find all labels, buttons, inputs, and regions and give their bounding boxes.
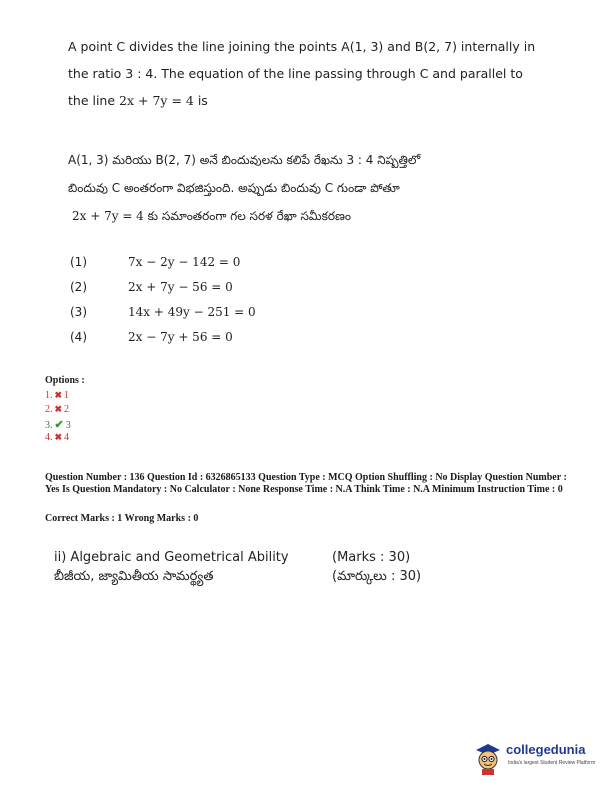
section-title-telugu: బీజీయ, జ్యామితీయ సామర్థ్యత [54,569,214,584]
option-value: 1 [64,390,70,401]
question-english-line-1: A point C divides the line joining the points A(1, 3) and B(2, 7) internally in [68,39,536,54]
choice-number: (2) [70,280,87,294]
question-telugu [68,146,568,230]
cross-icon: ✖ [54,390,63,400]
logo-tagline: India's largest Student Review Platform [508,760,596,766]
question-telugu-line-3-suffix: కు సమాంతరంగా గల సరళ రేఖా సమీకరణం [143,209,351,223]
option-label: 2. [45,404,53,415]
question-telugu-equation: 2x + 7y = 4 [72,209,144,223]
question-english-line-2: the ratio 3 : 4. The equation of the line passing through C and parallel to [68,66,523,81]
choice-equation: 7x − 2y − 142 = 0 [128,255,241,269]
choice-2 [70,280,233,294]
choice-number: (1) [70,255,87,269]
question-english-line-3-suffix: is [193,93,208,108]
choice-number: (4) [70,330,87,344]
choice-1 [70,255,240,269]
cross-icon: ✖ [54,404,63,414]
question-english-line-3-prefix: the line [68,93,120,108]
option-row-1 [45,390,69,401]
collegedunia-logo [472,738,602,780]
question-telugu-line-1: A(1, 3) మరియు B(2, 7) అనే బిందువులను కలిపే రేఖను 3 : 4 నిష్పత్తిలో [68,153,421,167]
option-row-4 [45,432,69,443]
question-english-line-3 [68,87,568,114]
choice-equation: 2x − 7y + 56 = 0 [128,330,233,344]
option-value: 4 [64,432,70,443]
question-telugu-line-2: బిందువు C అంతరంగా విభజిస్తుంది. అప్పుడు బిందువు C గుండా పోతూ [68,181,400,195]
choice-4 [70,330,233,344]
choice-3 [70,305,256,319]
question-marks: Correct Marks : 1 Wrong Marks : 0 [45,513,199,524]
option-value: 2 [64,404,70,415]
option-label: 3. [45,420,53,431]
question-english-equation: 2x + 7y = 4 [119,93,194,108]
choice-number: (3) [70,305,87,319]
section-title-english: ii) Algebraic and Geometrical Ability [54,550,289,565]
logo-name: collegedunia [506,742,586,757]
section-marks-telugu: (మార్కులు : 30) [332,569,422,584]
option-label: 4. [45,432,53,443]
option-value: 3 [65,420,71,431]
question-meta: Question Number : 136 Question Id : 6326865133 Question Type : MCQ Option Shuffling : No Display Question Number : Yes Is Question Mandatory : No Calculator : None Response Time : N.A Think Time : N.A Minimum Instruction Time : 0 [45,472,567,495]
choice-equation: 2x + 7y − 56 = 0 [128,280,233,294]
options-heading: Options : [45,375,85,386]
option-label: 1. [45,390,53,401]
mascot-icon [472,740,504,776]
choice-equation: 14x + 49y − 251 = 0 [128,305,256,319]
option-row-2 [45,404,69,415]
cross-icon: ✖ [54,432,63,442]
section-marks-english: (Marks : 30) [332,550,411,565]
question-english [68,33,568,114]
check-icon: ✔ [54,419,64,431]
option-row-3 [45,418,71,431]
question-telugu-line-3 [68,202,568,230]
